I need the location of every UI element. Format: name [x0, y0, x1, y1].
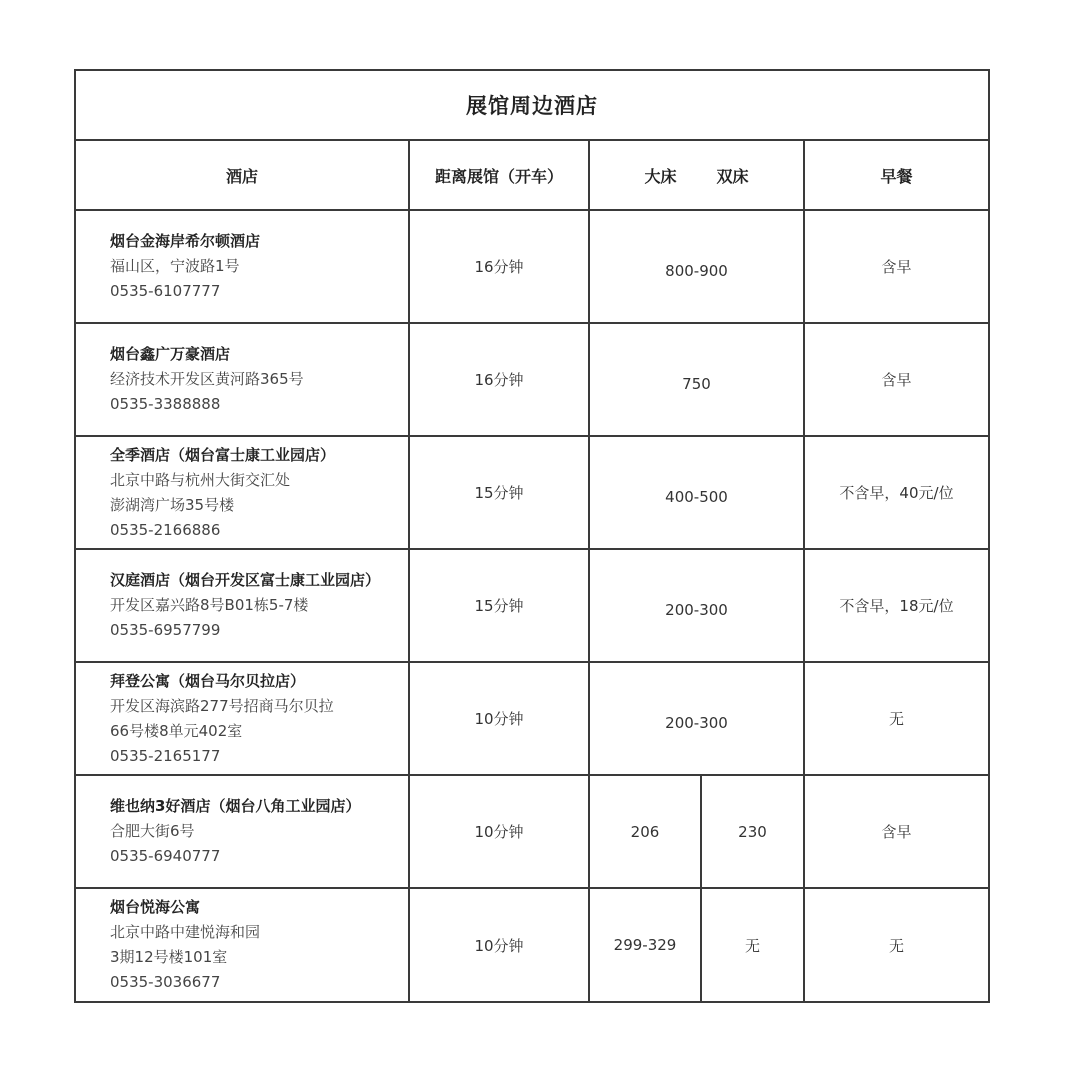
breakfast-cell: 含早 [804, 323, 989, 436]
header-row [75, 140, 989, 210]
distance-cell: 16分钟 [409, 323, 589, 436]
breakfast-cell: 含早 [804, 210, 989, 323]
twin-bed-price-cell: 无 [701, 888, 804, 1002]
hotel-info [75, 549, 409, 662]
header-king-bed: 大床 [644, 166, 677, 186]
breakfast-cell: 不含早，40元/位 [804, 436, 989, 549]
king-bed-price-cell: 299-329 [589, 888, 701, 1002]
hotel-info [75, 210, 409, 323]
breakfast-cell: 含早 [804, 775, 989, 888]
hotel-address-detail: 3期12号楼101室 [110, 948, 228, 966]
hotel-info [75, 775, 409, 888]
title-row [75, 70, 989, 140]
hotel-phone: 0535-2165177 [110, 746, 221, 765]
hotel-name: 拜登公寓（烟台马尔贝拉店） [110, 671, 306, 690]
hotel-phone: 0535-3388888 [110, 395, 221, 413]
hotel-info [75, 436, 409, 549]
hotel-address: 开发区嘉兴路8号B01栋5-7楼 [110, 596, 309, 614]
hotel-address: 北京中路与杭州大街交汇处 [110, 470, 291, 489]
hotel-phone: 0535-6107777 [110, 282, 221, 300]
hotel-address: 经济技术开发区黄河路365号 [110, 370, 304, 388]
hotel-phone: 0535-6940777 [110, 847, 221, 865]
breakfast-cell: 不含早，18元/位 [804, 549, 989, 662]
price-cell: 400-500 [589, 436, 804, 549]
table-row [75, 436, 989, 549]
hotel-table [74, 69, 990, 1003]
hotel-address-detail: 66号楼8单元402室 [110, 721, 243, 740]
twin-bed-price-cell: 230 [701, 775, 804, 888]
table-row [75, 323, 989, 436]
hotel-info [75, 888, 409, 1002]
hotel-name: 全季酒店（烟台富士康工业园店） [110, 445, 336, 464]
table-row [75, 662, 989, 775]
distance-cell: 15分钟 [409, 436, 589, 549]
breakfast-cell: 无 [804, 888, 989, 1002]
price-cell: 800-900 [589, 210, 804, 323]
distance-cell: 10分钟 [409, 888, 589, 1002]
distance-cell: 16分钟 [409, 210, 589, 323]
table-row [75, 888, 989, 1002]
hotel-address: 北京中路中建悦海和园 [110, 923, 261, 941]
hotel-name: 汉庭酒店（烟台开发区富士康工业园店） [110, 571, 381, 589]
table-row [75, 775, 989, 888]
price-cell: 200-300 [589, 662, 804, 775]
distance-cell: 10分钟 [409, 662, 589, 775]
hotel-name: 烟台金海岸希尔顿酒店 [110, 232, 261, 250]
hotel-address-detail: 澎湖湾广场35号楼 [110, 495, 235, 514]
hotel-address: 合肥大街6号 [110, 822, 195, 840]
hotel-info [75, 662, 409, 775]
price-cell: 750 [589, 323, 804, 436]
table-row [75, 549, 989, 662]
header-breakfast: 早餐 [804, 140, 989, 210]
distance-cell: 10分钟 [409, 775, 589, 888]
hotel-address: 福山区，宁波路1号 [110, 257, 240, 275]
table-title: 展馆周边酒店 [75, 70, 989, 140]
price-cell: 200-300 [589, 549, 804, 662]
hotel-phone: 0535-2166886 [110, 520, 221, 539]
hotel-name: 烟台悦海公寓 [110, 898, 201, 916]
header-price [589, 140, 804, 210]
hotel-phone: 0535-6957799 [110, 621, 221, 639]
hotel-info [75, 323, 409, 436]
hotel-phone: 0535-3036677 [110, 973, 221, 991]
header-twin-bed: 双床 [716, 166, 749, 186]
table-row [75, 210, 989, 323]
header-hotel: 酒店 [75, 140, 409, 210]
breakfast-cell: 无 [804, 662, 989, 775]
hotel-name: 烟台鑫广万豪酒店 [110, 345, 231, 363]
header-distance: 距离展馆（开车） [409, 140, 589, 210]
hotel-name: 维也纳3好酒店（烟台八角工业园店） [110, 797, 361, 815]
distance-cell: 15分钟 [409, 549, 589, 662]
king-bed-price-cell: 206 [589, 775, 701, 888]
hotel-address: 开发区海滨路277号招商马尔贝拉 [110, 696, 334, 715]
